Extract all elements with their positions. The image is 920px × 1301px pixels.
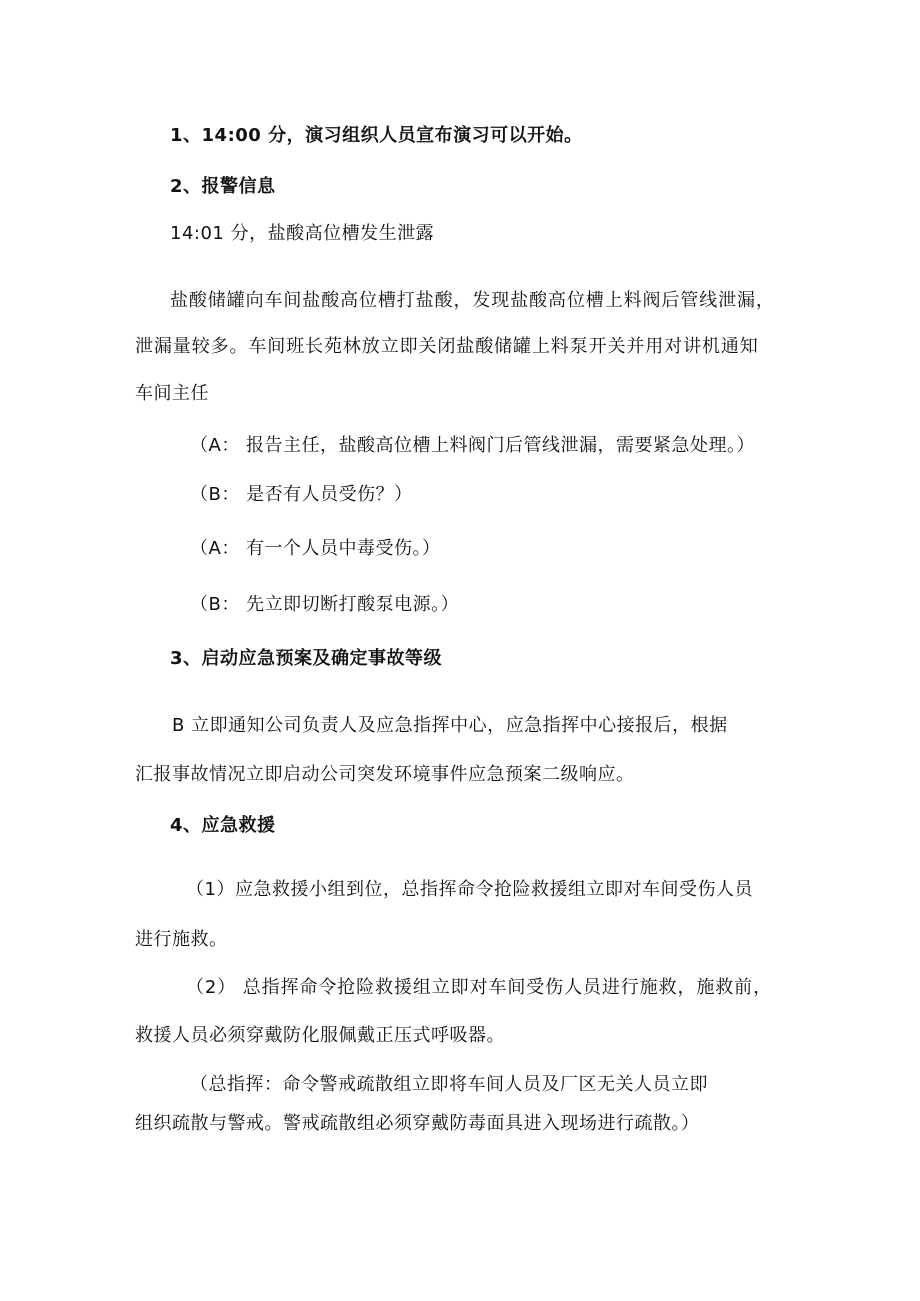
list-item-line: （1）应急救援小组到位，总指挥命令抢险救援组立即对车间受伤人员 [186, 879, 753, 900]
paragraph-line: B 立即通知公司负责人及应急指挥中心，应急指挥中心接报后，根据 [172, 715, 728, 736]
dialogue-line: （A： 有一个人员中毒受伤。） [190, 538, 441, 559]
list-item-line: （2） 总指挥命令抢险救援组立即对车间受伤人员进行施救，施救前， [186, 977, 772, 998]
section-heading-3: 3、启动应急预案及确定事故等级 [170, 648, 443, 669]
command-line: 组织疏散与警戒。警戒疏散组必须穿戴防毒面具进入现场进行疏散。） [135, 1113, 700, 1134]
dialogue-line: （A： 报告主任，盐酸高位槽上料阀门后管线泄漏，需要紧急处理。） [190, 435, 756, 456]
command-line: （总指挥：命令警戒疏散组立即将车间人员及厂区无关人员立即 [190, 1074, 708, 1095]
alarm-time-line: 14:01 分，盐酸高位槽发生泄露 [170, 223, 435, 244]
paragraph-line: 泄漏量较多。车间班长苑林放立即关闭盐酸储罐上料泵开关并用对讲机通知 [135, 336, 759, 357]
dialogue-line: （B： 先立即切断打酸泵电源。） [190, 594, 460, 615]
list-item-line: 进行施救。 [135, 929, 228, 950]
paragraph-line: 汇报事故情况立即启动公司突发环境事件应急预案二级响应。 [135, 764, 635, 785]
section-heading-2: 2、报警信息 [170, 176, 276, 197]
paragraph-line: 盐酸储罐向车间盐酸高位槽打盐酸，发现盐酸高位槽上料阀后管线泄漏， [170, 290, 775, 311]
paragraph-line: 车间主任 [135, 383, 209, 404]
section-heading-4: 4、应急救援 [170, 815, 276, 836]
section-heading-1: 1、14:00 分，演习组织人员宣布演习可以开始。 [170, 125, 583, 146]
list-item-line: 救援人员必须穿戴防化服佩戴正压式呼吸器。 [135, 1025, 505, 1046]
dialogue-line: （B： 是否有人员受伤？） [190, 484, 413, 505]
